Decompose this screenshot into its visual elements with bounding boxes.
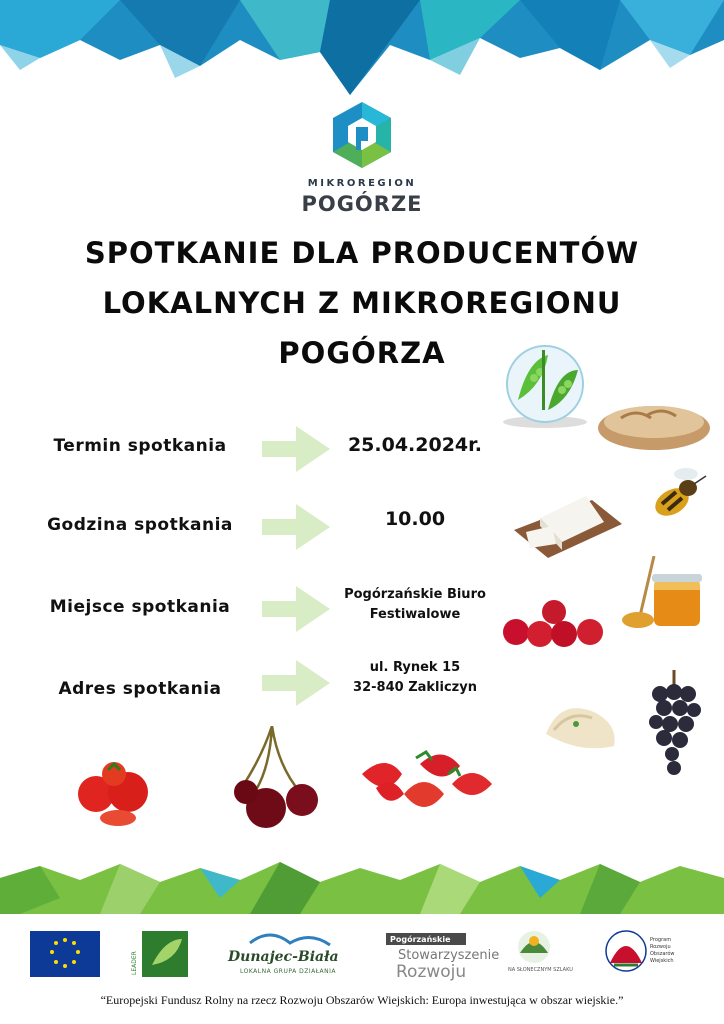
apples-icon xyxy=(500,598,608,652)
leader-text: LEADER xyxy=(131,951,138,975)
top-decorative-band xyxy=(0,0,724,95)
address-value xyxy=(320,658,510,698)
title-line-1: SPOTKANIE DLA PRODUCENTÓW xyxy=(84,236,640,270)
place-value-line-1: Pogórzańskie Biuro xyxy=(344,587,486,602)
lgd-logo-icon xyxy=(250,935,330,945)
eu-flag-icon xyxy=(30,931,100,977)
sr-line-3: Rozwoju xyxy=(396,962,467,982)
bottom-decorative-band xyxy=(0,858,724,914)
lgd-name: Dunajec-Biała xyxy=(228,949,339,965)
address-value-line-1: ul. Rynek 15 xyxy=(369,660,461,675)
sr-line-2: Stowarzyszenie xyxy=(398,948,500,963)
prow-line-2: Rozwoju xyxy=(650,944,671,950)
partner-logos xyxy=(0,925,724,985)
address-label: Adres spotkania xyxy=(58,679,222,699)
place-value-line-2: Festiwalowe xyxy=(369,607,461,622)
grapes-icon xyxy=(644,670,704,780)
prow-logo-icon xyxy=(606,931,646,971)
tomatoes-icon xyxy=(74,760,158,830)
honey-jar-icon xyxy=(620,556,706,632)
bee-icon xyxy=(646,462,712,526)
sr-line-1: Pogórzańskie xyxy=(390,935,451,944)
szlak-logo-icon xyxy=(518,931,550,963)
dumplings-icon xyxy=(540,694,620,758)
title-line-3: POGÓRZA xyxy=(278,336,446,370)
date-label: Termin spotkania xyxy=(53,436,227,456)
strawberries-icon xyxy=(356,744,496,820)
address-value-line-2: 32-840 Zakliczyn xyxy=(353,680,477,695)
logo-name: POGÓRZE xyxy=(301,192,423,216)
bread-icon xyxy=(596,394,712,452)
footer-text: “Europejski Fundusz Rolny na rzecz Rozwoju Obszarów Wiejskich: Europa inwestująca w obszar wiejskie.” xyxy=(100,993,624,1007)
title-line-2: LOKALNYCH Z MIKROREGIONU xyxy=(102,286,622,320)
leader-logo-icon xyxy=(142,931,188,977)
place-value xyxy=(320,585,510,625)
logo-subtitle: MIKROREGION xyxy=(307,178,417,189)
date-value: 25.04.2024r. xyxy=(347,434,483,456)
time-value: 10.00 xyxy=(384,508,446,530)
prow-line-3: Obszarów xyxy=(650,951,675,957)
prow-line-4: Wiejskich xyxy=(650,958,674,964)
place-label: Miejsce spotkania xyxy=(49,597,231,617)
szlak-text: NA SŁONECZNYM SZLAKU xyxy=(508,967,573,973)
time-label: Godzina spotkania xyxy=(47,515,233,535)
cheese-icon xyxy=(512,478,624,560)
lgd-subtitle: LOKALNA GRUPA DZIAŁANIA xyxy=(240,968,337,975)
prow-line-1: Program xyxy=(650,937,672,943)
page-title xyxy=(10,228,714,378)
cherries-icon xyxy=(232,726,326,832)
hexagon-logo-icon xyxy=(330,100,394,170)
pea-pods-icon xyxy=(498,340,592,430)
